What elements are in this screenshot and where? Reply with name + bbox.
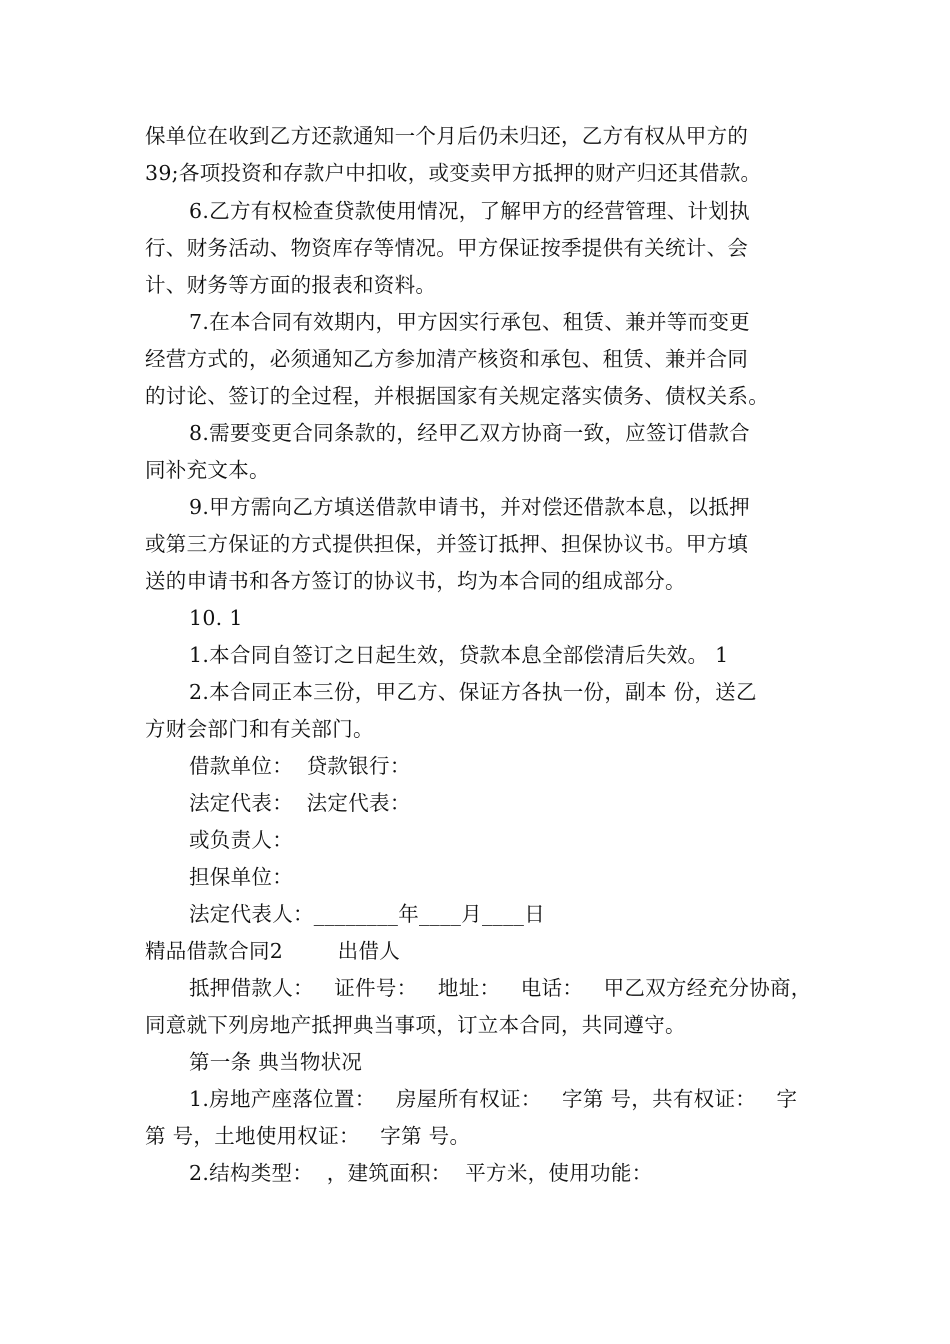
signature-line: 担保单位：	[189, 865, 293, 889]
text-line: 经营方式的，必须通知乙方参加清产核资和承包、租赁、兼并合同	[145, 347, 749, 371]
text-line: 的讨论、签订的全过程，并根据国家有关规定落实债务、债权关系。	[145, 384, 769, 408]
text-line: 计、财务等方面的报表和资料。	[145, 273, 437, 297]
clause-9: 9.甲方需向乙方填送借款申请书，并对偿还借款本息，以抵押	[189, 495, 750, 519]
clause-10: 10. 1	[189, 606, 243, 630]
clause-7: 7.在本合同有效期内，甲方因实行承包、租赁、兼并等而变更	[189, 310, 750, 334]
text-line: 39;各项投资和存款户中扣收，或变卖甲方抵押的财产归还其借款。	[145, 161, 762, 185]
sub-clause-2: 2.本合同正本三份，甲乙方、保证方各执一份，副本 份，送乙	[189, 680, 757, 704]
signature-line: 法定代表： 法定代表：	[189, 791, 411, 815]
text-line: 同意就下列房地产抵押典当事项，订立本合同，共同遵守。	[145, 1013, 686, 1037]
signature-line: 或负责人：	[189, 828, 293, 852]
clause-6: 6.乙方有权检查贷款使用情况，了解甲方的经营管理、计划执	[189, 199, 750, 223]
article-heading: 第一条 典当物状况	[189, 1050, 363, 1074]
section-title: 精品借款合同2 出借人	[145, 939, 401, 963]
text-line: 或第三方保证的方式提供担保，并签订抵押、担保协议书。甲方填	[145, 532, 749, 556]
sub-clause-1: 1.本合同自签订之日起生效，贷款本息全部偿清后失效。 1	[189, 643, 729, 667]
text-line: 同补充文本。	[145, 458, 270, 482]
item-1: 1.房地产座落位置： 房屋所有权证： 字第 号，共有权证： 字	[189, 1087, 798, 1111]
date-line: 法定代表人：________年____月____日	[189, 902, 545, 926]
signature-line: 借款单位： 贷款银行：	[189, 754, 411, 778]
text-line: 第 号，土地使用权证： 字第 号。	[145, 1124, 471, 1148]
text-line: 送的申请书和各方签订的协议书，均为本合同的组成部分。	[145, 569, 686, 593]
text-line: 保单位在收到乙方还款通知一个月后仍未归还，乙方有权从甲方的	[145, 124, 749, 148]
text-line: 方财会部门和有关部门。	[145, 717, 374, 741]
parties-line: 抵押借款人： 证件号： 地址： 电话： 甲乙双方经充分协商，	[189, 976, 812, 1000]
item-2: 2.结构类型： ，建筑面积： 平方米，使用功能：	[189, 1161, 653, 1185]
text-line: 行、财务活动、物资库存等情况。甲方保证按季提供有关统计、会	[145, 236, 749, 260]
clause-8: 8.需要变更合同条款的，经甲乙双方协商一致，应签订借款合	[189, 421, 750, 445]
